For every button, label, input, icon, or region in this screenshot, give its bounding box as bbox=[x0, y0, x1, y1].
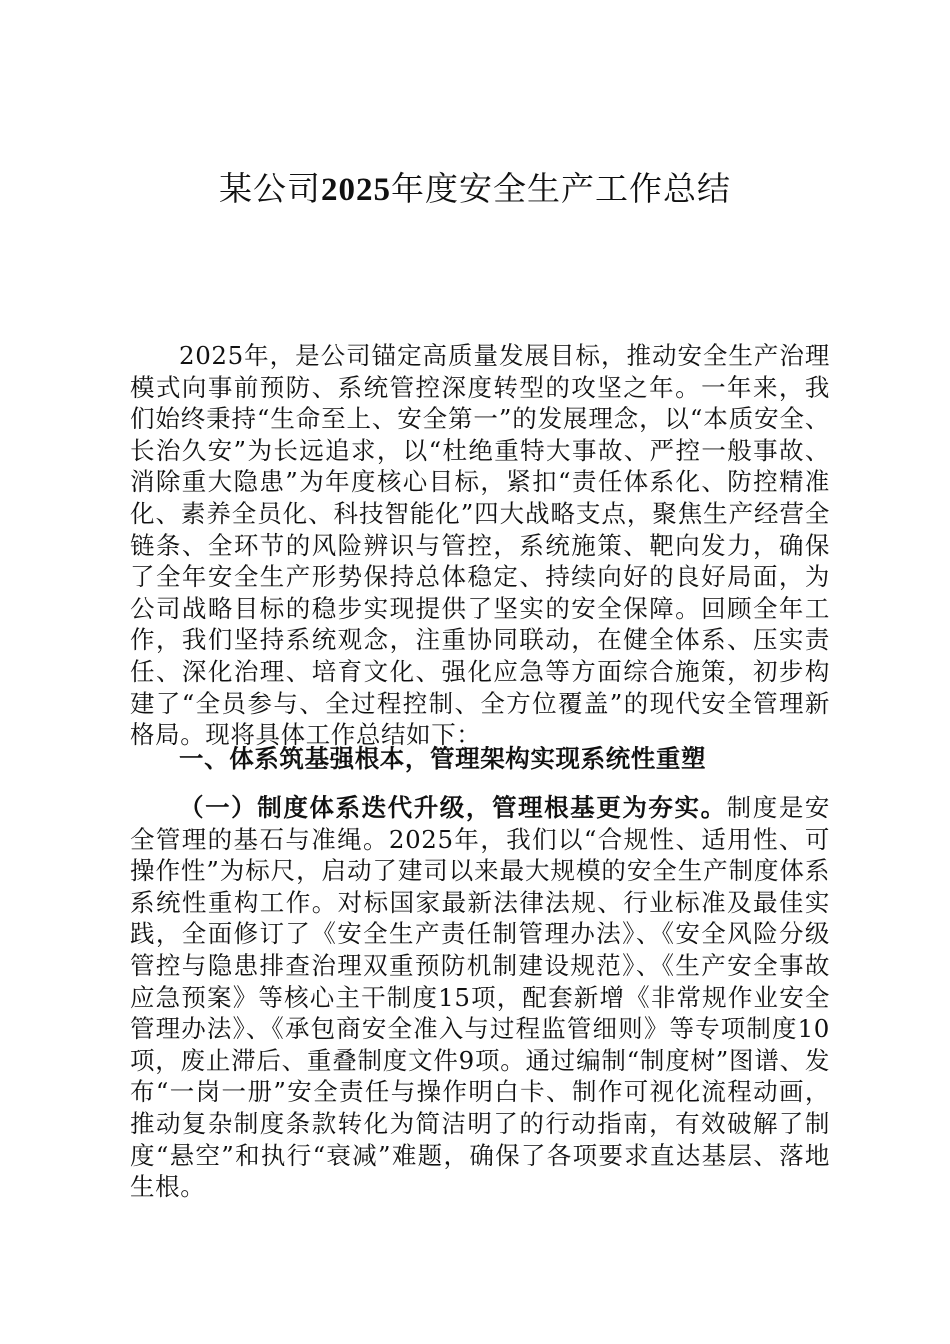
subsection-lead: （一）制度体系迭代升级，管理根基更为夯实。 bbox=[179, 793, 727, 822]
section-heading: 一、体系筑基强根本，管理架构实现系统性重塑 bbox=[179, 744, 707, 773]
subsection-body: 制度是安全管理的基石与准绳。2025年，我们以“合规性、适用性、可操作性”为标尺，启动了建司以来最大规模的安全生产制度体系系统性重构工作。对标国家最新法律法规、行业标准及最佳实践，全面修订了《安全生产责任制管理办法》、《安全风险分级管控与隐患排查治理双重预防机制建设规范》、《生产安全事故应急预案》等核心主干制度15项，配套新增《非常规作业安全管理办法》、《承包商安全准入与过程监管细则》等专项制度10项，废止滞后、重叠制度文件9项。通过编制“制度树”图谱、发布“一岗一册”安全责任与操作明白卡、制作可视化流程动画，推动复杂制度条款转化为简洁明了的行动指南，有效破解了制度“悬空”和执行“衰减”难题，确保了各项要求直达基层、落地生根。 bbox=[130, 793, 830, 1202]
intro-paragraph: 2025年，是公司锚定高质量发展目标，推动安全生产治理模式向事前预防、系统管控深度转型的攻坚之年。一年来，我们始终秉持“生命至上、安全第一”的发展理念，以“本质安全、长治久安”为长远追求，以“杜绝重特大事故、严控一般事故、消除重大隐患”为年度核心目标，紧扣“责任体系化、防控精准化、素养全员化、科技智能化”四大战略支点，聚焦生产经营全链条、全环节的风险辨识与管控，系统施策、靶向发力，确保了全年安全生产形势保持总体稳定、持续向好的良好局面，为公司战略目标的稳步实现提供了坚实的安全保障。回顾全年工作，我们坚持系统观念，注重协同联动，在健全体系、压实责任、深化治理、培育文化、强化应急等方面综合施策，初步构建了“全员参与、全过程控制、全方位覆盖”的现代安全管理新格局。现将具体工作总结如下： bbox=[130, 341, 830, 750]
document-title bbox=[0, 164, 950, 215]
title-prefix: 某公司 bbox=[219, 169, 321, 208]
title-year: 2025 bbox=[321, 172, 391, 208]
title-suffix: 年度安全生产工作总结 bbox=[391, 169, 731, 208]
subsection-paragraph bbox=[130, 792, 830, 1203]
